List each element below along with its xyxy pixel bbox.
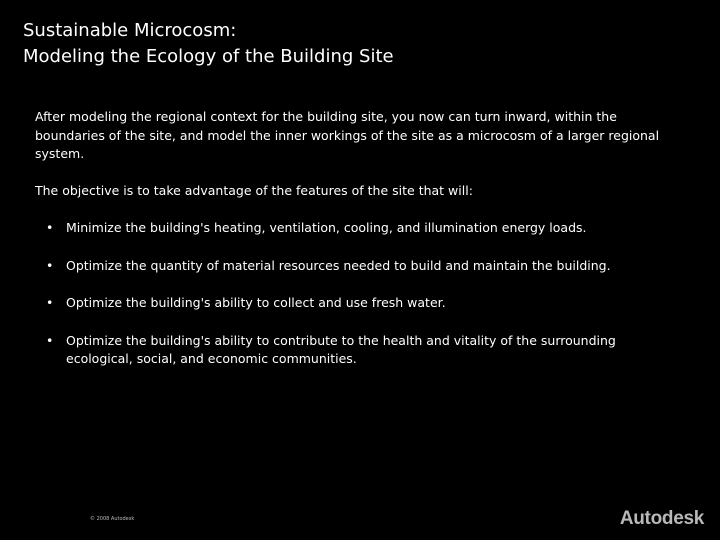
list-item <box>35 219 665 238</box>
list-item-text: Optimize the quantity of material resources needed to build and maintain the building. <box>66 257 611 273</box>
list-item <box>35 332 665 369</box>
slide-title <box>23 18 683 70</box>
bullet-icon: • <box>46 332 54 348</box>
list-item <box>35 257 665 276</box>
objective-paragraph: The objective is to take advantage of the features of the site that will: <box>35 182 473 198</box>
intro-paragraph: After modeling the regional context for the building site, you now can turn inward, within the boundaries of the site, and model the inner workings of the site as a microcosm of a larger regional system. <box>35 109 660 161</box>
autodesk-logo: Autodesk <box>619 508 704 529</box>
slide-title-line-1: Sustainable Microcosm: <box>23 20 237 41</box>
list-item <box>35 294 665 313</box>
copyright-notice: © 2008 Autodesk <box>90 516 135 522</box>
slide-body <box>35 108 665 388</box>
slide-title-line-2: Modeling the Ecology of the Building Site <box>23 46 394 67</box>
bullet-icon: • <box>46 295 54 310</box>
bullet-icon: • <box>46 257 54 273</box>
bullet-icon: • <box>46 220 54 235</box>
list-item-text: Optimize the building's ability to contribute to the health and vitality of the surrounding ecological, social, and economic communities. <box>66 332 616 366</box>
objective-list <box>35 219 665 369</box>
list-item-text: Minimize the building's heating, ventilation, cooling, and illumination energy loads. <box>66 220 587 235</box>
list-item-text: Optimize the building's ability to collect and use fresh water. <box>66 295 446 310</box>
